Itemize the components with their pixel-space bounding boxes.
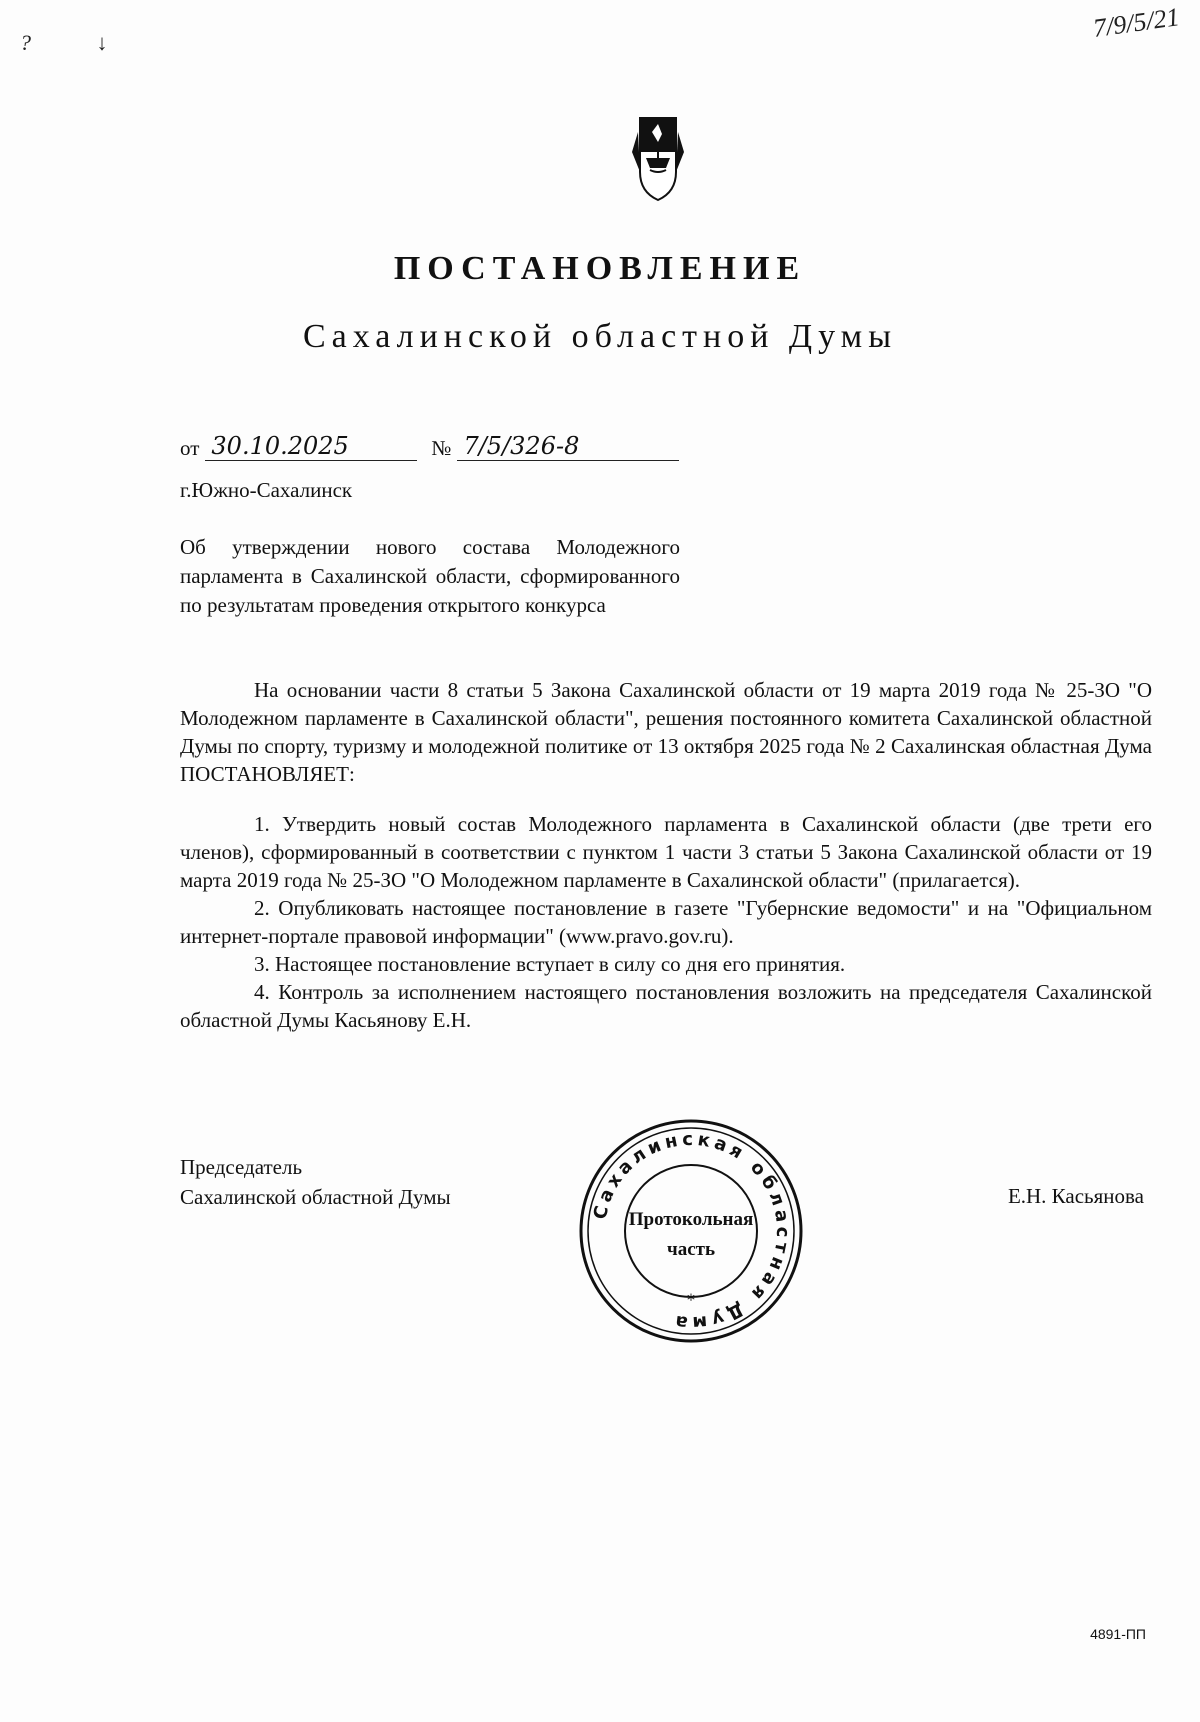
stamp-center-line1: Протокольная	[628, 1209, 754, 1230]
body-item-1: 1. Утвердить новый состав Молодежного парламента в Сахалинской области (две трети его членов), сформированный в соответствии с пунктом 1 части 3 статьи 5 Закона Сахалинской области от 19 марта 2019 года № 25-ЗО "О Молодежном парламенте в Сахалинской области" (прилагается).	[180, 812, 1152, 892]
document-number: 7/5/326-8	[457, 432, 679, 461]
stamp-ring-text: Сахалинская областная Дума	[589, 1128, 794, 1334]
corner-handwritten-registration: 7/9/5/21	[1091, 2, 1182, 43]
footer-code: 4891-ПП	[1090, 1626, 1146, 1642]
document-issuer: Сахалинской областной Думы	[302, 318, 898, 355]
corner-handwritten-mark-left: ? ↓	[20, 30, 138, 55]
body-item-4: 4. Контроль за исполнением настоящего постановления возложить на председателя Сахалинской областной Думы Касьянову Е.Н.	[180, 980, 1152, 1032]
document-title: ПОСТАНОВЛЕНИЕ	[393, 250, 807, 287]
signatory-position-line2: Сахалинской областной Думы	[180, 1185, 451, 1209]
signatory-name: Е.Н. Касьянова	[1007, 1184, 1144, 1208]
number-label: №	[431, 436, 452, 460]
document-date: 30.10.2025	[205, 432, 417, 461]
document-body	[180, 676, 1152, 1034]
body-item-2: 2. Опубликовать настоящее постановление в газете "Губернские ведомости" и на "Официальном интернет-портале правовой информации" (www.pravo.gov.ru).	[180, 896, 1152, 948]
signatory-position	[180, 1152, 451, 1212]
signatory-position-line1: Председатель	[180, 1155, 303, 1179]
official-seal-stamp	[575, 1115, 807, 1347]
from-label: от	[180, 436, 200, 460]
body-item-3: 3. Настоящее постановление вступает в силу со дня его принятия.	[254, 952, 846, 976]
date-number-line	[180, 432, 680, 461]
body-preamble: На основании части 8 статьи 5 Закона Сахалинской области от 19 марта 2019 года № 25-ЗО "О Молодежном парламенте в Сахалинской области", решения постоянного комитета Сахалинской областной Думы по спорту, туризму и молодежной политике от 13 октября 2025 года № 2 Сахалинская областная Дума ПОСТАНОВЛЯЕТ:	[180, 678, 1152, 786]
coat-of-arms-icon	[628, 112, 688, 204]
svg-text:*: *	[687, 1290, 695, 1309]
stamp-center-line2: часть	[666, 1239, 716, 1260]
document-subject: Об утверждении нового состава Молодежного парламента в Сахалинской области, сформированного по результатам проведения открытого конкурса	[180, 535, 680, 617]
document-city: г.Южно-Сахалинск	[180, 478, 353, 502]
